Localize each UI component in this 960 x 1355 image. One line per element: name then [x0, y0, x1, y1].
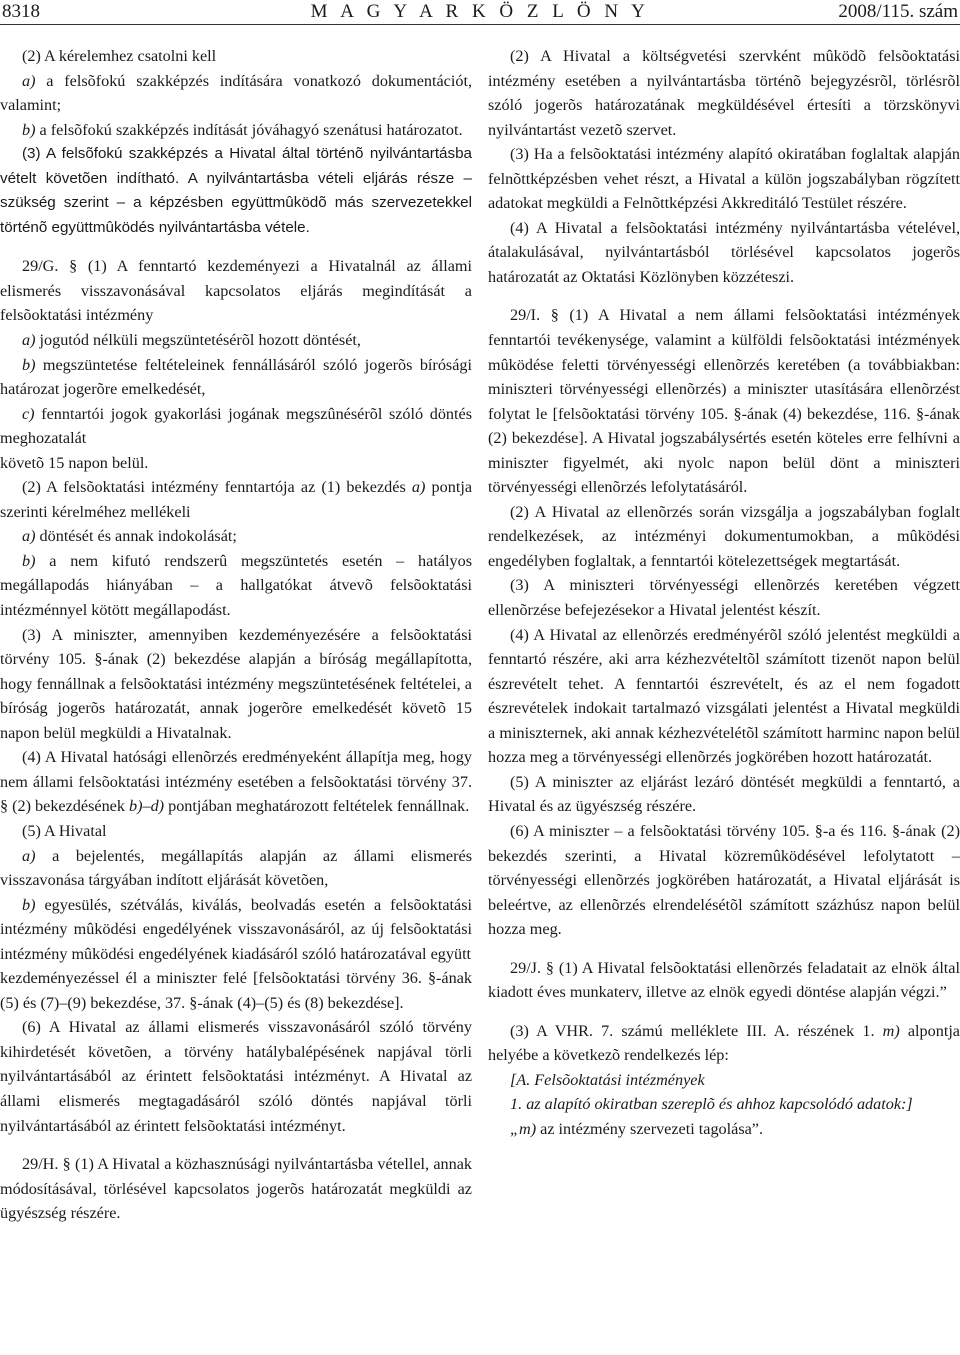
section-29h: 29/H. § (1) A Hivatal a közhasznúsági nyilvántartásba vétellel, annak módosításával, törlésével kapcsolatos jogerõs határozatát megküldi az ügyészség részére. — [0, 1155, 472, 1223]
paragraph: (2) A kérelemhez csatolni kell — [22, 47, 217, 65]
paragraph: (3) A miniszteri törvényességi ellenõrzés keretében végzett ellenõrzése befejezésekor a Hivatal jelentést készít. — [488, 576, 960, 620]
paragraph: (3) Ha a felsõoktatási intézmény alapító okiratában foglaltak alapján felnõttképzésben vehet részt, a Hivatal a külön jogszabályban rögzített adatokat megküldi a Felnõttképzési Akkreditáló Testület részére. — [488, 145, 960, 213]
paragraph: (2) A felsõoktatási intézmény fenntartója az (1) bekezdés a) pontja szerinti kérelméhez mellékeli — [0, 478, 472, 521]
paragraph: b) a nem kifutó rendszerû megszüntetés esetén – hatályos megállapodás hiányában – a hallgatókat átvevõ felsõoktatási intézménnyel kötött megállapodást. — [0, 551, 472, 620]
paragraph: a) a bejelentés, megállapítás alapján az állami elismerés visszavonása tárgyában indított eljárását követõen, — [0, 846, 472, 890]
paragraph: (4) A Hivatal hatósági ellenõrzés eredményeként állapítja meg, hogy nem állami felsõoktatási intézmény esetében a felsõoktatási törvény 37. § (2) bekezdésének b)–d) pontjában meghatározott feltételek fennállnak. — [0, 748, 472, 816]
paragraph: (3) A felsõfokú szakképzés a Hivatal által történõ nyilvántartásba vételt követõen indítható. A nyilvántartásba vételi eljárás része – szükség szerint – a képzésben együttmûködõ más szervezetekkel történõ együttmûködés nyilvántartásba vétele. — [0, 145, 472, 236]
paragraph: a) a felsõfokú szakképzés indítására vonatkozó dokumentációt, valamint; — [0, 71, 472, 115]
page-header — [0, 0, 960, 24]
paragraph: (2) A Hivatal a költségvetési szervként mûködõ felsõoktatási intézmény esetében a nyilvántartásba történõ bejegyzésrõl, törlésrõl szóló jogerõs határozatának megküldésével értesíti a törzskönyvi nyilvántartást vezetõ szervet. — [488, 47, 960, 139]
paragraph: a) jogutód nélküli megszüntetésérõl hozott döntését, — [22, 331, 361, 350]
paragraph: a) döntését és annak indokolását; — [22, 527, 237, 546]
paragraph: [A. Felsõoktatási intézmények — [510, 1070, 705, 1089]
header-rule — [0, 24, 960, 25]
paragraph: (5) A Hivatal — [22, 821, 107, 840]
paragraph: b) a felsõfokú szakképzés indítását jóváhagyó szenátusi határozatot. — [22, 120, 463, 139]
journal-title: M A G Y A R K Ö Z L Ö N Y — [310, 1, 650, 22]
paragraph: (5) A miniszter az eljárást lezáró döntését megküldi a fenntartó, a Hivatal és az ügyészség részére. — [488, 772, 960, 816]
paragraph: (3) A miniszter, amennyiben kezdeményezésére a felsõoktatási törvény 105. §-ának (2) bekezdése alapján a bíróság megállapította, hogy fennállnak a felsõoktatási intézmény megszüntetésének feltételei, a bíróság jogerõs határozatát, annak jogerõre emelkedését követõ 15 napon belül megküldi a Hivatalnak. — [0, 625, 472, 742]
paragraph: „m) az intézmény szervezeti tagolása”. — [510, 1119, 764, 1138]
section-29g: 29/G. § (1) A fenntartó kezdeményezi a Hivatalnál az állami elismerés visszavonásával kapcsolatos eljárás megindítását a felsõoktatási intézmény — [0, 257, 472, 325]
paragraph: (6) A Hivatal az állami elismerés visszavonásáról szóló törvény kihirdetését követõen, a törvény hatálybalépésének napjával törli nyilvántartásából az érintett felsõoktatási intézményt. A Hivatal az állami elismerés megtagadásáról szóló döntés napjával törli nyilvántartásából az érintett felsõoktatási intézményt. — [0, 1018, 472, 1135]
paragraph: 1. az alapító okiratban szereplõ és ahhoz kapcsolódó adatok:] — [510, 1095, 913, 1114]
page-number: 8318 — [2, 1, 40, 22]
paragraph: (2) A Hivatal az ellenõrzés során vizsgálja a jogszabályban foglalt rendelkezések, az intézményi dokumentumokban, a mûködési engedélyben foglaltak, a fenntartói kötelezettségek megtartását. — [488, 502, 960, 570]
paragraph: (4) A Hivatal az ellenõrzés eredményérõl szóló jelentést megküldi a fenntartó részére, aki arra kézhezvételtõl számított tizenöt napon belül észrevételt tehet. A fenntartói észrevételt, és az el nem fogadott észrevételek indokait tartalmazó vizsgálati jelentést a Hivatal megküldi a miniszternek, aki annak kézhezvételétõl számított harminc napon belül hozza meg a törvényességi ellenõrzés jogkörében hozott határozatát. — [488, 625, 960, 767]
left-column — [0, 44, 472, 1350]
paragraph: b) egyesülés, szétválás, kiválás, beolvadás esetén a felsõoktatási intézmény mûködési engedélyének visszavonásáról, az új felsõoktatási intézmény mûködési engedélyének kiadásáról szóló határozatával együtt — [0, 895, 472, 963]
issue-number: 2008/115. szám — [838, 1, 958, 22]
paragraph: c) fenntartói jogok gyakorlási jogának megszûnésérõl szóló döntés meghozatalát — [0, 404, 472, 448]
paragraph: (4) A Hivatal a felsõoktatási intézmény nyilvántartásba vételével, átalakulásával, nyilvántartásból törlésével kapcsolatos jogerõs határozatát az Oktatási Közlönyben közzéteszi. — [488, 218, 960, 286]
section-29i: 29/I. § (1) A Hivatal a nem állami felsõoktatási intézmények fenntartói tevékenysége, valamint a külföldi felsõoktatási intézmények mûködése feletti törvényességi ellenõrzés keretében (a továbbiakban: miniszteri törvényességi ellenõrzés) a miniszter utasítására ellenõrzést folytat le [felsõoktatási törvény 105. §-ának (4) bekezdése, 116. §-ának (2) bekezdése]. A Hivatal jogszabálysértés esetén köteles erre felhívni a miniszter figyelmét, aki nyolc napon belül dönt a miniszteri törvényességi ellenõrzés lefolytatásáról. — [488, 306, 960, 497]
paragraph: (3) A VHR. 7. számú melléklete III. A. részének 1. m) alpontja helyébe a következõ rendelkezés lép: — [488, 1021, 960, 1065]
paragraph: (6) A miniszter – a felsõoktatási törvény 105. §-a és 116. §-ának (2) bekezdés szerinti, a Hivatal közremûködésével lefolytatott – törvényességi ellenõrzés jogkörében határozatát, a Hivatal eljárását is beleértve, az ellenõrzés elrendelésétõl számított százhúsz napon belül hozza meg. — [488, 821, 960, 939]
paragraph: b) megszüntetése feltételeinek fennállásáról szóló jogerõs bírósági határozat jogerõre emelkedését, — [0, 355, 472, 399]
paragraph: kezdeményezéssel él a miniszter felé [felsõoktatási törvény 36. §-ának (5) és (7)–(9) bekezdése, 37. §-ának (4)–(5) és (8) bekezdése]. — [0, 969, 472, 1012]
section-29j: 29/J. § (1) A Hivatal felsõoktatási ellenõrzés feladatait az elnök által kiadott éves munkaterv, illetve az elnök egyedi döntése alapján végzi.” — [488, 958, 960, 1002]
right-column — [488, 44, 960, 1350]
paragraph: követõ 15 napon belül. — [0, 453, 149, 472]
